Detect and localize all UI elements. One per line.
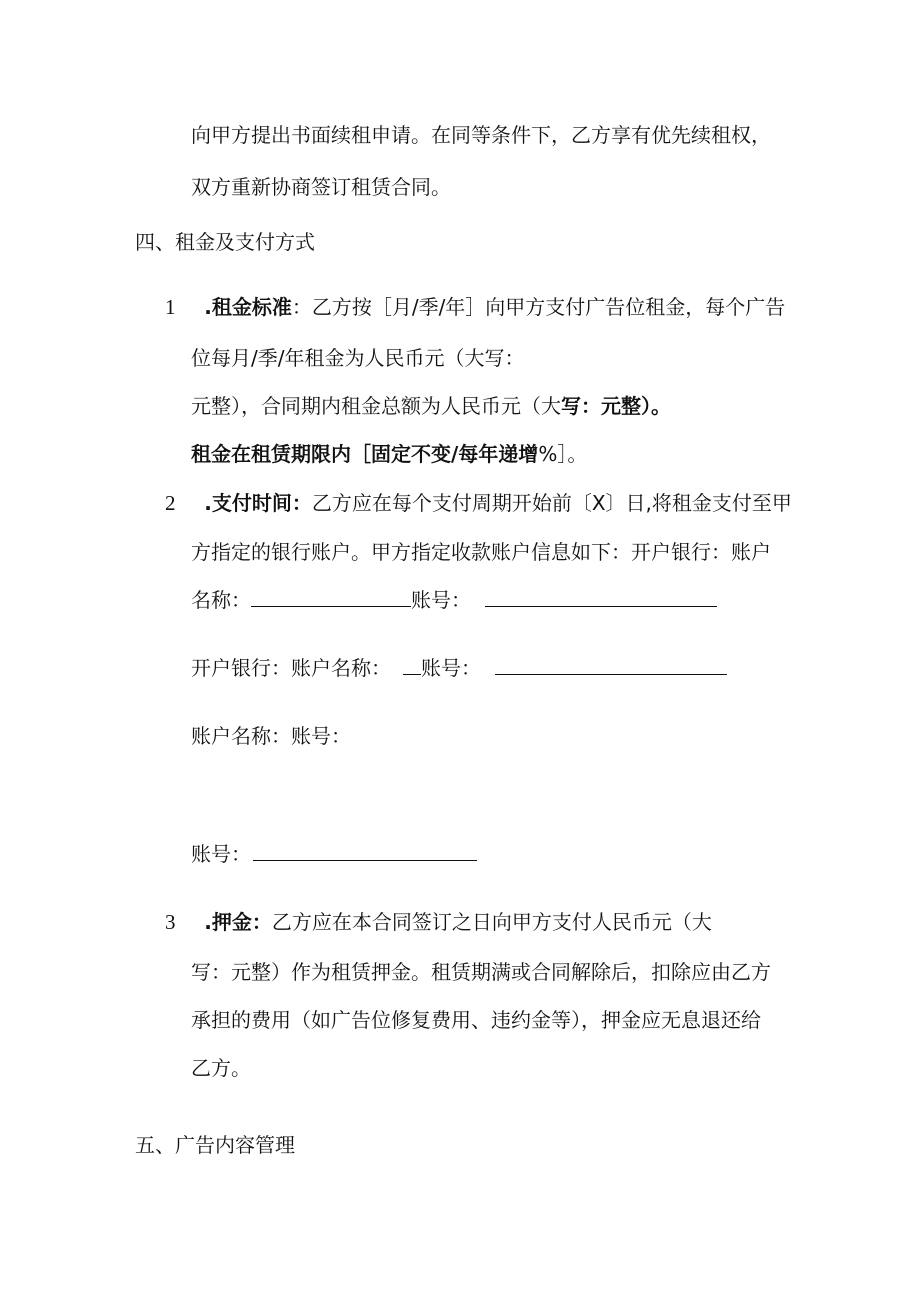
field-label: 名称： (191, 588, 251, 612)
item-1-line-3 (191, 393, 671, 419)
paragraph-line: 向甲方提出书面续租申请。在同等条件下，乙方享有优先续租权， (191, 123, 771, 147)
item-text: 乙方应在本合同签订之日向甲方支付人民币元（大 (271, 910, 712, 934)
item-title: 押金： (211, 910, 272, 934)
item-number: 3 (165, 910, 176, 934)
blank-line (403, 656, 421, 675)
blank-line (495, 656, 727, 675)
item-1-line-2: 位每月/季/年租金为人民币元（大写： (191, 346, 525, 370)
item-2-line-4 (191, 655, 727, 681)
item-2-line-6 (191, 841, 477, 867)
field-label: 账号： (411, 588, 471, 612)
item-text-bold: 租金在租赁期限内［固定不变/每年递增 (191, 442, 539, 466)
item-1-line-4 (191, 441, 587, 467)
blank-line (485, 588, 717, 607)
item-2-line-1 (165, 490, 792, 516)
item-number: 2 (165, 491, 176, 515)
item-3-line-2: 写：元整）作为租赁押金。租赁期满或合同解除后，扣除应由乙方 (191, 960, 771, 984)
item-title: 支付时间： (211, 491, 312, 515)
item-dot: . (204, 295, 212, 319)
field-label: 账号： (421, 656, 481, 680)
item-text: %］。 (538, 442, 588, 466)
section-heading-5: 五、广告内容管理 (135, 1133, 295, 1157)
item-2-line-3 (191, 587, 717, 613)
item-text: ：乙方按［月/季/年］向甲方支付广告位租金，每个广告 (291, 295, 786, 319)
item-text: 元整），合同期内租金总额为人民币元（大 (191, 394, 561, 418)
item-dot: . (204, 910, 212, 934)
field-label: 账号： (191, 842, 251, 866)
field-label: 开户银行：账户名称： (191, 656, 391, 680)
blank-line (251, 588, 411, 607)
item-3-line-3: 承担的费用（如广告位修复费用、违约金等），押金应无息退还给 (191, 1008, 761, 1032)
paragraph-line: 双方重新协商签订租赁合同。 (191, 175, 451, 199)
blank-line (253, 842, 477, 861)
item-text-bold: 写：元整）。 (561, 394, 671, 418)
item-3-line-1 (165, 909, 712, 935)
item-title: 租金标准 (211, 295, 292, 319)
section-heading-4: 四、租金及支付方式 (135, 230, 315, 254)
item-2-line-5: 账户名称：账号： (191, 724, 351, 748)
item-3-line-4: 乙方。 (191, 1056, 251, 1080)
item-2-line-2: 方指定的银行账户。甲方指定收款账户信息如下：开户银行：账户 (191, 540, 771, 564)
item-number: 1 (165, 295, 176, 319)
item-text: 乙方应在每个支付周期开始前〔X〕日,将租金支付至甲 (311, 491, 792, 515)
item-dot: . (204, 491, 212, 515)
item-1-line-1 (165, 294, 785, 320)
